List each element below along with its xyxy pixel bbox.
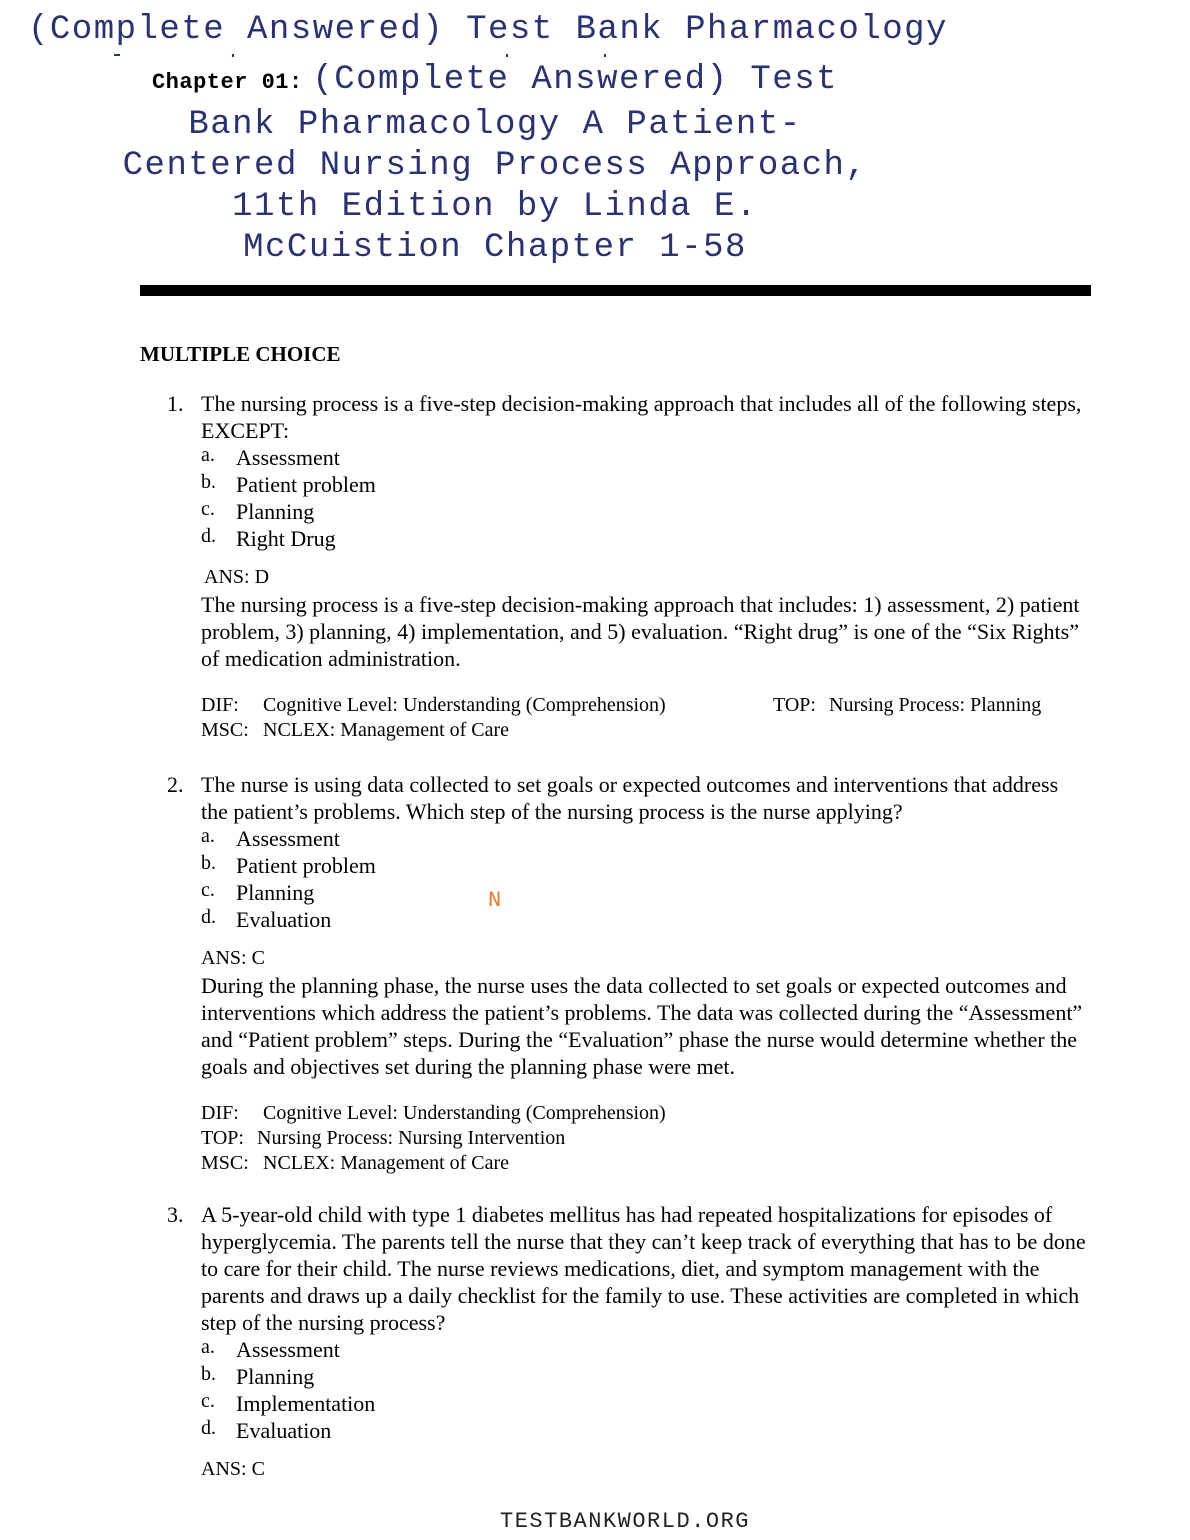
title-line-4: 11th Edition by Linda E. <box>232 188 758 226</box>
question-number: 2. <box>167 772 184 797</box>
option-d <box>201 1417 1090 1444</box>
answer-key: ANS: C <box>201 1458 265 1480</box>
title-line-1: (Complete Answered) Test <box>312 61 839 99</box>
footer-watermark: TESTBANKWORLD.ORG <box>500 1509 750 1534</box>
option-d <box>201 906 1090 933</box>
question-stem: A 5-year-old child with type 1 diabetes mellitus has had repeated hospitalizations for episodes of hyperglycemia. The parents tell the nurse that they can’t keep track of everything that has to be done to care for their child. The nurse reviews medications, diet, and symptom management with the parents and draws up a daily checklist for the family to use. These activities are completed in which step of the nursing process? <box>201 1202 1086 1335</box>
option-text: Right Drug <box>236 526 336 551</box>
answer-block <box>201 564 1090 743</box>
option-letter: b. <box>201 1363 216 1385</box>
title-divider <box>140 285 1091 296</box>
overlay-title: (Complete Answered) Test Bank Pharmacology <box>28 11 948 49</box>
option-letter: c. <box>201 879 215 901</box>
option-text: Planning <box>236 880 315 905</box>
title-line-5: McCuistion Chapter 1-58 <box>243 229 747 267</box>
document-title <box>120 60 870 269</box>
top-value: Nursing Process: Nursing Intervention <box>257 1127 566 1149</box>
option-b <box>201 852 1090 879</box>
option-a <box>201 825 1090 852</box>
option-b <box>201 471 1090 498</box>
question-metadata <box>201 693 1090 743</box>
option-a <box>201 1336 1090 1363</box>
answer-block <box>201 1456 1090 1483</box>
option-text: Assessment <box>236 1337 340 1362</box>
msc-key: MSC: <box>201 1152 249 1174</box>
question-3 <box>140 1201 1090 1483</box>
msc-key: MSC: <box>201 719 249 741</box>
option-text: Patient problem <box>236 472 376 497</box>
option-text: Implementation <box>236 1391 376 1416</box>
msc-value: NCLEX: Management of Care <box>263 719 510 741</box>
question-metadata <box>201 1101 1090 1176</box>
title-line-3: Centered Nursing Process Approach, <box>122 147 868 185</box>
top-key: TOP: <box>201 1127 244 1149</box>
option-letter: d. <box>201 906 216 928</box>
top-value: Nursing Process: Planning <box>829 694 1042 716</box>
option-a <box>201 444 1090 471</box>
option-text: Assessment <box>236 445 340 470</box>
option-text: Planning <box>236 499 315 524</box>
option-c <box>201 1390 1090 1417</box>
top-key: TOP: <box>773 694 816 716</box>
question-number: 1. <box>167 391 184 416</box>
msc-value: NCLEX: Management of Care <box>263 1152 510 1174</box>
option-letter: c. <box>201 1390 215 1412</box>
stray-marker: N <box>488 888 502 913</box>
dif-value: Cognitive Level: Understanding (Comprehension) <box>263 694 666 716</box>
rationale: The nursing process is a five-step decision-making approach that includes: 1) assessment, 2) patient problem, 3) planning, 4) implementation, and 5) evaluation. “Right drug” is one of the “Six Rights” of medication administration. <box>201 592 1080 671</box>
option-list <box>201 444 1090 552</box>
option-list <box>201 825 1090 933</box>
option-text: Assessment <box>236 826 340 851</box>
dif-key: DIF: <box>201 1102 239 1124</box>
option-letter: d. <box>201 525 216 547</box>
question-stem: The nurse is using data collected to set goals or expected outcomes and interventions that address the patient’s problems. Which step of the nursing process is the nurse applying? <box>201 772 1059 824</box>
option-letter: a. <box>201 444 215 466</box>
question-number: 3. <box>167 1202 184 1227</box>
option-text: Evaluation <box>236 1418 332 1443</box>
answer-key: ANS: D <box>204 566 270 588</box>
answer-key: ANS: C <box>201 947 265 969</box>
question-1 <box>140 390 1090 743</box>
answer-block <box>201 945 1090 1176</box>
option-text: Evaluation <box>236 907 332 932</box>
option-c <box>201 879 1090 906</box>
option-letter: c. <box>201 498 215 520</box>
question-stem: The nursing process is a five-step decision-making approach that includes all of the following steps, EXCEPT: <box>201 391 1082 443</box>
option-text: Patient problem <box>236 853 376 878</box>
option-c <box>201 498 1090 525</box>
option-letter: b. <box>201 471 216 493</box>
option-letter: a. <box>201 1336 215 1358</box>
question-2 <box>140 771 1090 1176</box>
chapter-label: Chapter 01: <box>151 70 303 95</box>
option-letter: a. <box>201 825 215 847</box>
section-heading: MULTIPLE CHOICE <box>140 342 341 366</box>
option-text: Planning <box>236 1364 315 1389</box>
option-d <box>201 525 1090 552</box>
option-letter: d. <box>201 1417 216 1439</box>
option-letter: b. <box>201 852 216 874</box>
dif-value: Cognitive Level: Understanding (Comprehension) <box>263 1102 666 1124</box>
option-b <box>201 1363 1090 1390</box>
dif-key: DIF: <box>201 694 239 716</box>
rationale: During the planning phase, the nurse uses the data collected to set goals or expected outcomes and interventions which address the patient’s problems. The data was collected during the “Assessment” and “Patient problem” steps. During the “Evaluation” phase the nurse would determine whether the goals and objectives set during the planning phase were met. <box>201 973 1083 1079</box>
option-list <box>201 1336 1090 1444</box>
title-line-2: Bank Pharmacology A Patient- <box>188 106 802 144</box>
